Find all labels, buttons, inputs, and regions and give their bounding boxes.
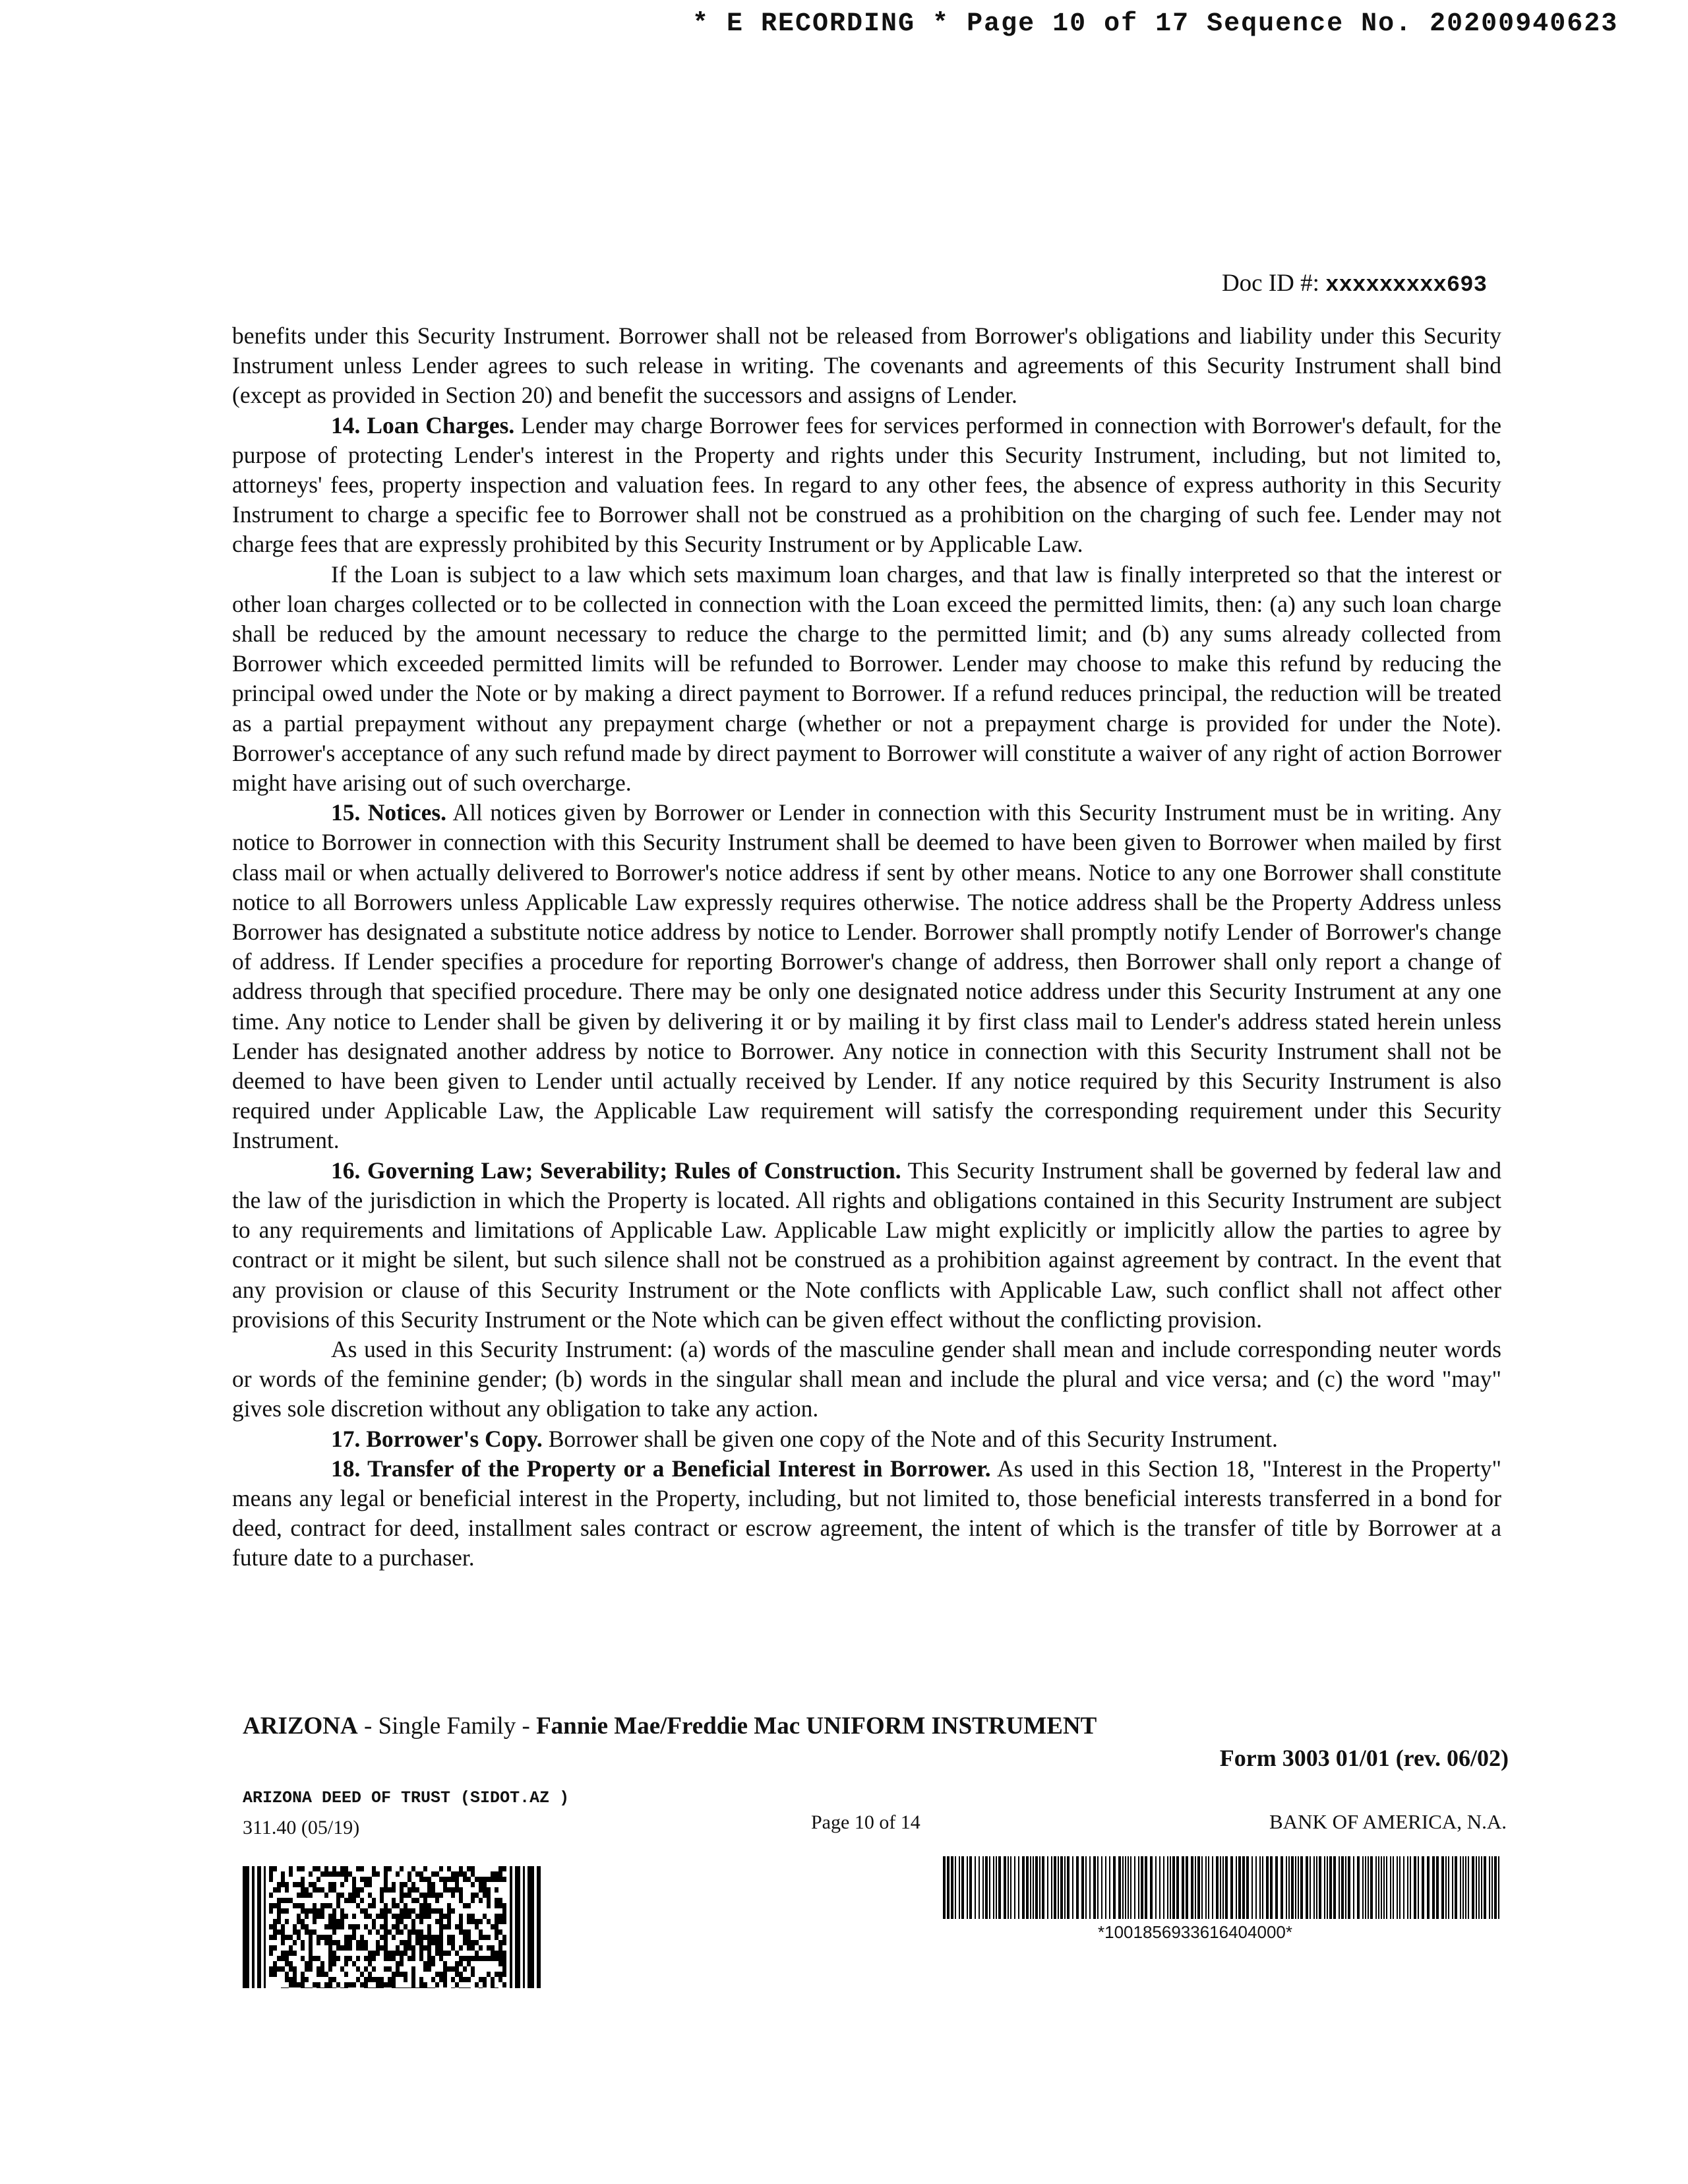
paragraph-continuation: benefits under this Security Instrument. Borrower shall not be released from Borrower's obligations and liability under this Security Instrument unless Lender agrees to such release in writing. The covenants and agreements of this Security Instrument shall bind (except as provided in Section 20) and benefit the successors and assigns of Lender. — [232, 322, 1501, 409]
section-17 — [232, 1424, 1501, 1454]
section-17-text: Borrower shall be given one copy of the Note and of this Security Instrument. — [542, 1425, 1278, 1452]
recording-header: * E RECORDING * Page 10 of 17 Sequence No. 20200940623 — [692, 9, 1619, 39]
body-text — [232, 321, 1501, 1573]
section-16-heading: 16. Governing Law; Severability; Rules of Construction. — [331, 1157, 901, 1184]
section-16-paragraph-2: As used in this Security Instrument: (a) words of the masculine gender shall mean and include corresponding neuter words or words of the feminine gender; (b) words in the singular shall mean and include the plural and vice versa; and (c) the word "may" gives sole discretion without any obligation to take any action. — [232, 1335, 1501, 1422]
lender-name: BANK OF AMERICA, N.A. — [1269, 1810, 1507, 1833]
section-15-text: All notices given by Borrower or Lender in connection with this Security Instrument must be in writing. Any notice to Borrower in connection with this Security Instrument shall be deemed to have been given to Borrower when mailed by first class mail or when actually delivered to Borrower's notice address if sent by other means. Notice to any one Borrower shall constitute notice to all Borrowers unless Applicable Law expressly requires otherwise. The notice address shall be the Property Address unless Borrower has designated a substitute notice address by notice to Lender. Borrower shall promptly notify Lender of Borrower's change of address. If Lender specifies a procedure for reporting Borrower's change of address, then Borrower shall only report a change of address through that specified procedure. There may be only one designated notice address under this Security Instrument at any one time. Any notice to Lender shall be given by delivering it or by mailing it by first class mail to Lender's address stated herein unless Lender has designated another address by notice to Borrower. Any notice in connection with this Security Instrument shall not be deemed to have been given to Lender until actually received by Lender. If any notice required by this Security Instrument is also required under Applicable Law, the Applicable Law requirement will satisfy the corresponding requirement under this Security Instrument. — [232, 799, 1502, 1154]
linear-barcode-icon — [943, 1856, 1503, 1919]
footer-separator: - — [516, 1713, 537, 1740]
doc-id-value: xxxxxxxxx693 — [1325, 273, 1487, 298]
section-14-text: Lender may charge Borrower fees for services performed in connection with Borrower's default, for the purpose of protecting Lender's interest in the Property and rights under this Security Instrument, including, but not limited to, attorneys' fees, property inspection and valuation fees. In regard to any other fees, the absence of express authority in this Security Instrument to charge a specific fee to Borrower shall not be construed as a prohibition on the charging of such fee. Lender may not charge fees that are expressly prohibited by this Security Instrument or by Applicable Law. — [232, 411, 1501, 558]
doc-id — [1222, 269, 1487, 298]
form-name: ARIZONA DEED OF TRUST (SIDOT.AZ ) — [243, 1788, 570, 1807]
section-18-heading: 18. Transfer of the Property or a Beneficial Interest in Borrower. — [331, 1455, 991, 1482]
footer-uniform: Fannie Mae/Freddie Mac UNIFORM INSTRUMENT — [536, 1713, 1097, 1740]
section-14 — [232, 411, 1501, 560]
section-15-heading: 15. Notices. — [331, 799, 447, 826]
section-18 — [232, 1454, 1501, 1573]
matrix-barcode-icon — [243, 1866, 543, 1988]
section-16-text: This Security Instrument shall be governed by federal law and the law of the jurisdiction in which the Property is located. All rights and obligations contained in this Security Instrument are subject to any requirements and limitations of Applicable Law. Applicable Law might explicitly or implicitly allow the parties to agree by contract or it might be silent, but such silence shall not be construed as a prohibition against agreement by contract. In the event that any provision or clause of this Security Instrument or the Note conflicts with Applicable Law, such conflict shall not affect other provisions of this Security Instrument or the Note which can be given effect without the conflicting provision. — [232, 1157, 1501, 1333]
footer-separator: - — [357, 1713, 378, 1740]
section-14-paragraph-2: If the Loan is subject to a law which sets maximum loan charges, and that law is finally interpreted so that the interest or other loan charges collected or to be collected in connection with the Loan exceed the permitted limits, then: (a) any such loan charge shall be reduced by the amount necessary to reduce the charge to the permitted limit; and (b) any sums already collected from Borrower which exceeded permitted limits will be refunded to Borrower. Lender may choose to make this refund by reducing the principal owed under the Note or by making a direct payment to Borrower. If a refund reduces principal, the reduction will be treated as a partial prepayment without any prepayment charge (whether or not a prepayment charge is provided for under the Note). Borrower's acceptance of any such refund made by direct payment to Borrower will constitute a waiver of any right of action Borrower might have arising out of such overcharge. — [232, 561, 1501, 797]
section-16 — [232, 1156, 1501, 1335]
form-number: Form 3003 01/01 (rev. 06/02) — [1219, 1745, 1509, 1771]
form-code: 311.40 (05/19) — [243, 1817, 360, 1838]
section-15 — [232, 798, 1501, 1155]
footer-state: ARIZONA — [243, 1713, 358, 1740]
barcode-number: *1001856933616404000* — [1098, 1922, 1292, 1942]
section-17-heading: 17. Borrower's Copy. — [331, 1425, 543, 1452]
doc-id-label: Doc ID #: — [1221, 270, 1319, 297]
page-count: Page 10 of 14 — [811, 1811, 920, 1833]
section-14-heading: 14. Loan Charges. — [331, 411, 515, 439]
footer-title — [243, 1712, 1097, 1740]
footer-family: Single Family — [378, 1713, 516, 1740]
section-18-text: As used in this Section 18, "Interest in the Property" means any legal or beneficial interest in the Property, including, but not limited to, those beneficial interests transferred in a bond for deed, contract for deed, installment sales contract or escrow agreement, the intent of which is the transfer of title by Borrower at a future date to a purchaser. — [232, 1455, 1501, 1571]
